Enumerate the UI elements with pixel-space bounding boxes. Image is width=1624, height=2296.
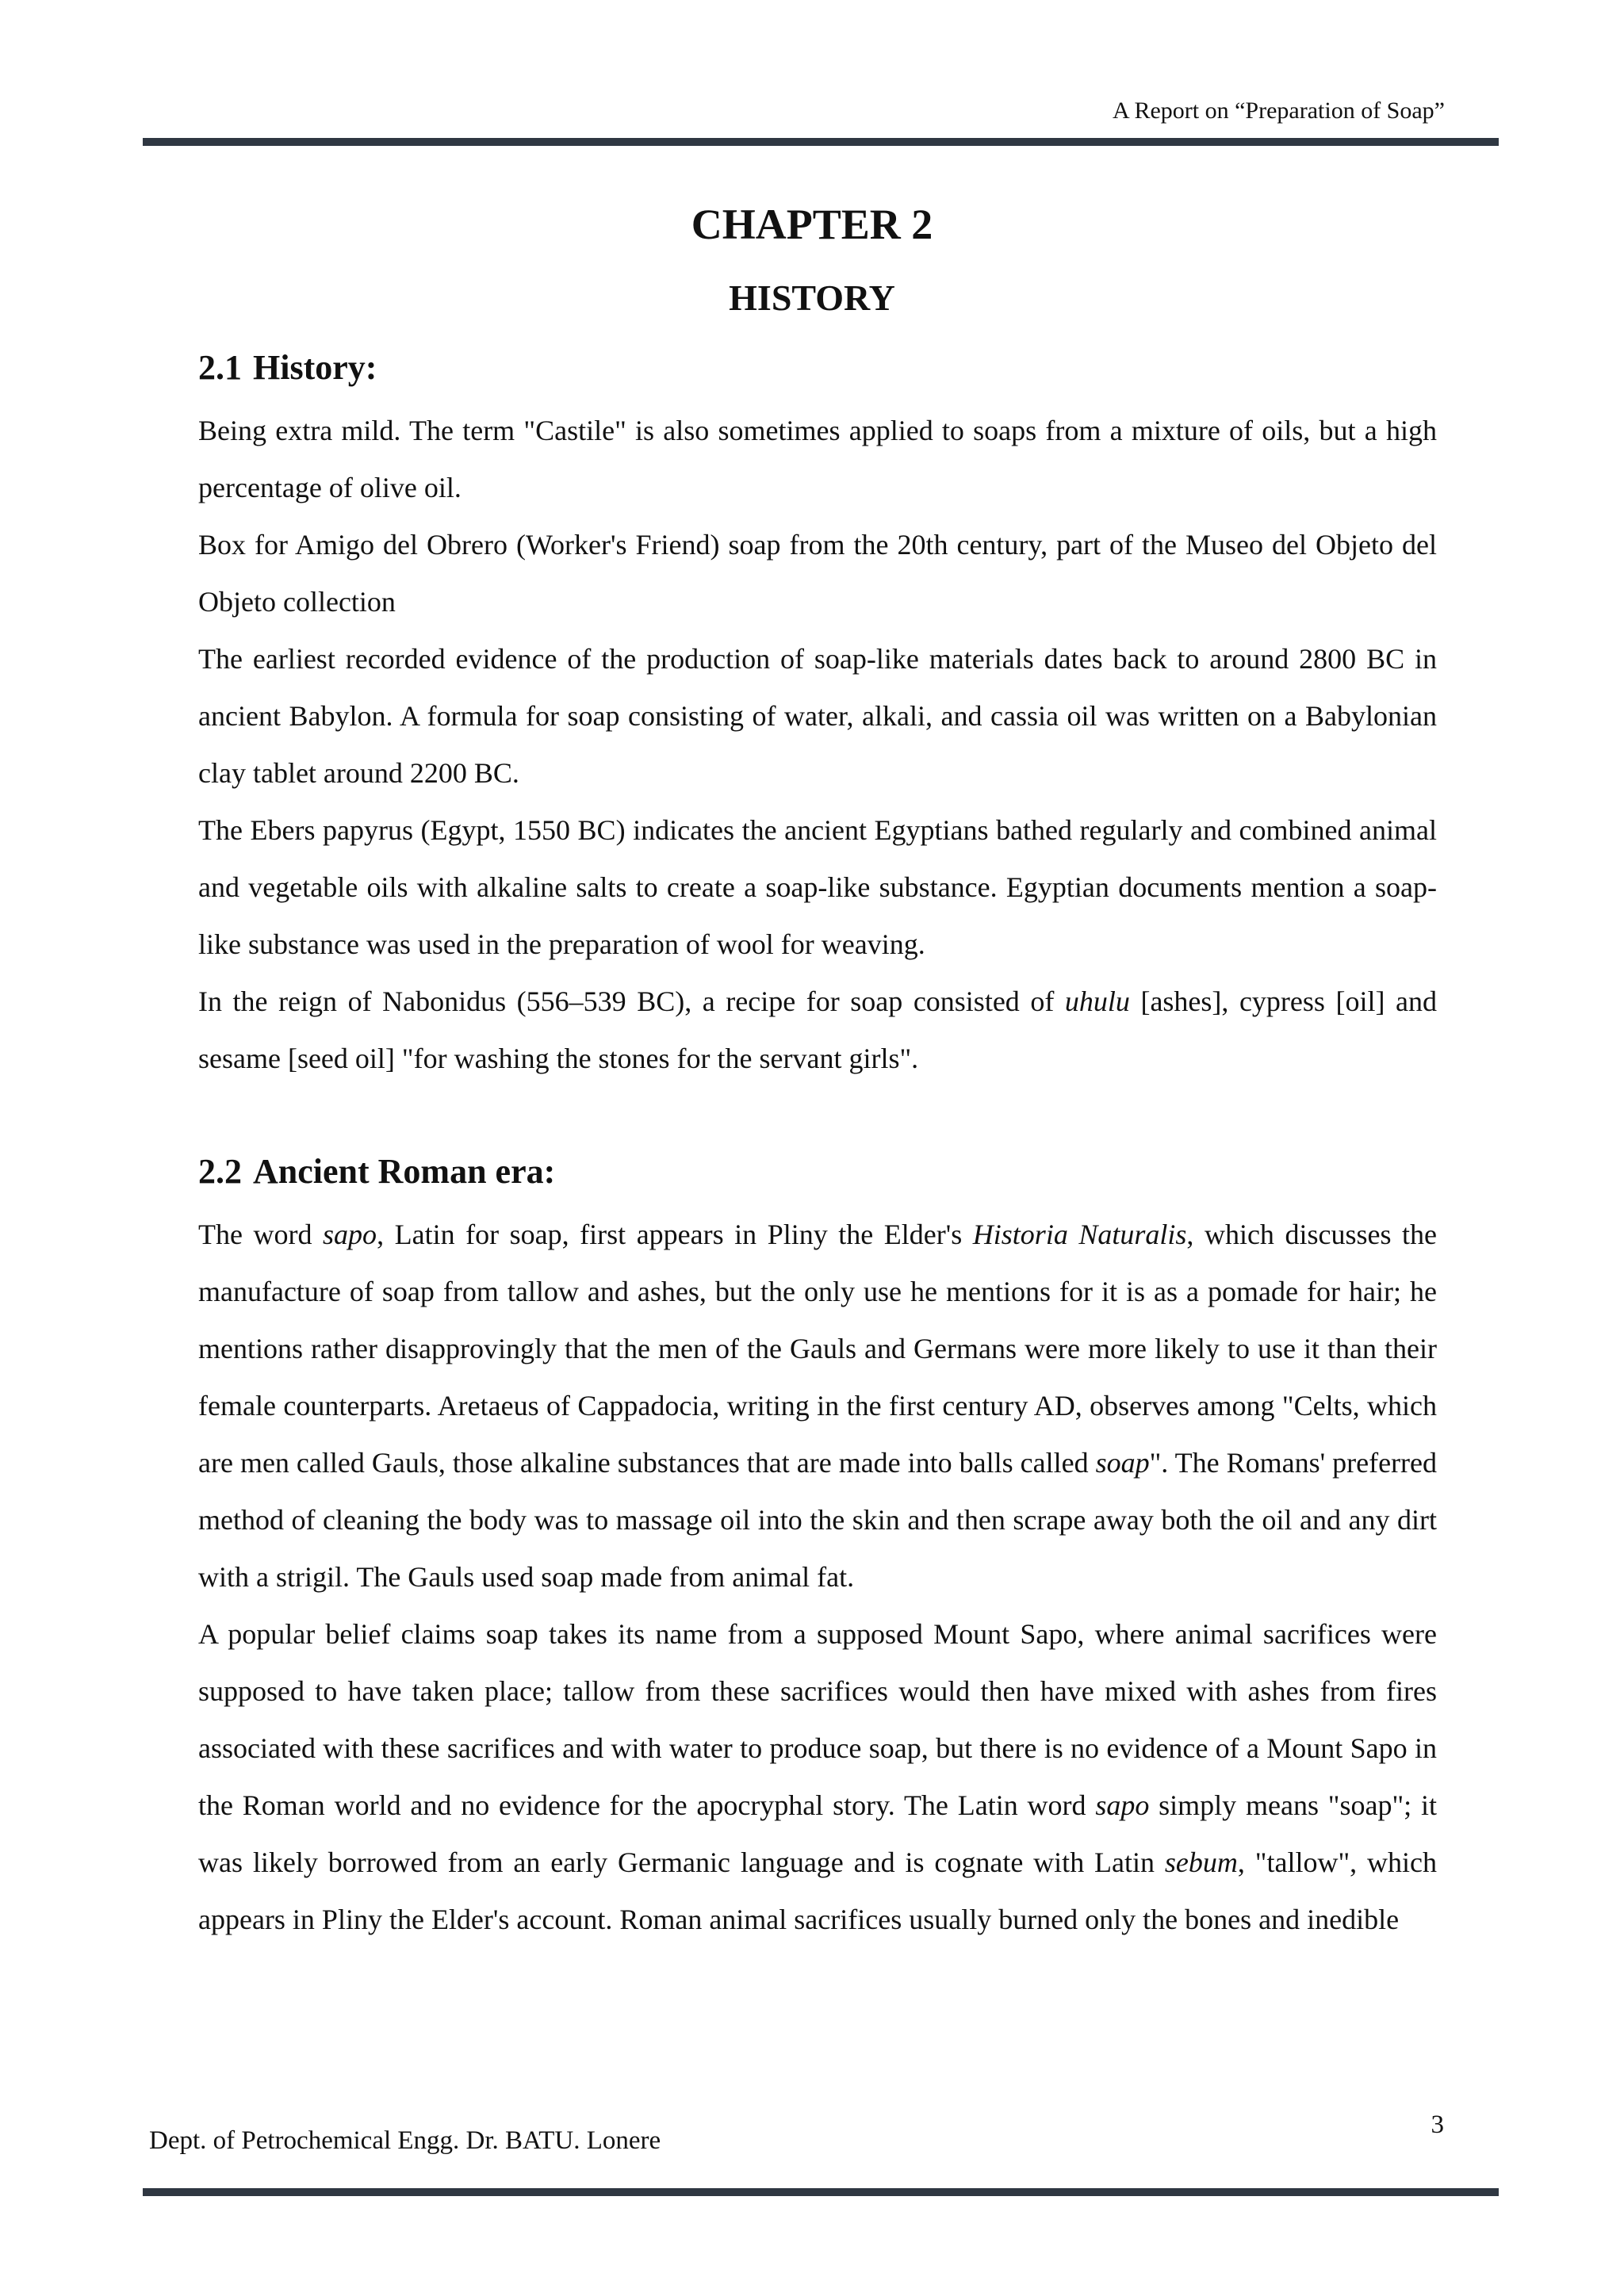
paragraph: In the reign of Nabonidus (556–539 BC), a recipe for soap consisted of uhulu [ashes], cypress [oil] and sesame [seed oil] "for washing the stones for the servant girls". (198, 985, 1437, 1074)
footer-department: Dept. of Petrochemical Engg. Dr. BATU. Lonere (149, 2126, 661, 2155)
paragraph: The Ebers papyrus (Egypt, 1550 BC) indicates the ancient Egyptians bathed regularly and combined animal and vegetable oils with alkaline salts to create a soap-like substance. Egyptian documents mention a soap-like substance was used in the preparation of wool for weaving. (198, 814, 1437, 960)
paragraph: The earliest recorded evidence of the production of soap-like materials dates back to around 2800 BC in ancient Babylon. A formula for soap consisting of water, alkali, and cassia oil was written on a Babylonian clay tablet around 2200 BC. (198, 643, 1437, 789)
section-body-history (198, 402, 1437, 1087)
section-number: 2.2 (198, 1152, 242, 1191)
paragraph: A popular belief claims soap takes its name from a supposed Mount Sapo, where animal sacrifices were supposed to have taken place; tallow from these sacrifices would then have mixed with ashes from fires associated with these sacrifices and with water to produce soap, but there is no evidence of a Mount Sapo in the Roman world and no evidence for the apocryphal story. The Latin word sapo simply means "soap"; it was likely borrowed from an early Germanic language and is cognate with Latin sebum, "tallow", which appears in Pliny the Elder's account. Roman animal sacrifices usually burned only the bones and inedible (198, 1618, 1437, 1935)
chapter-subtitle: HISTORY (729, 277, 895, 318)
section-title: Ancient Roman era: (253, 1152, 556, 1191)
section-title: History: (253, 348, 377, 387)
section-number: 2.1 (198, 348, 242, 387)
page-number: 3 (1431, 2110, 1444, 2139)
footer-rule (143, 2188, 1499, 2196)
section-heading-history (198, 346, 377, 390)
chapter-title: CHAPTER 2 (691, 201, 933, 248)
section-heading-ancient-roman-era (198, 1150, 555, 1194)
section-body-ancient-roman-era (198, 1206, 1437, 1948)
running-header: A Report on “Preparation of Soap” (1112, 98, 1445, 124)
header-rule (143, 138, 1499, 146)
paragraph: The word sapo, Latin for soap, first appears in Pliny the Elder's Historia Naturalis, which discusses the manufacture of soap from tallow and ashes, but the only use he mentions for it is as a pomade for hair; he mentions rather disapprovingly that the men of the Gauls and Germans were more likely to use it than their female counterparts. Aretaeus of Cappadocia, writing in the first century AD, observes among "Celts, which are men called Gauls, those alkaline substances that are made into balls called soap". The Romans' preferred method of cleaning the body was to massage oil into the skin and then scrape away both the oil and any dirt with a strigil. The Gauls used soap made from animal fat. (198, 1219, 1438, 1593)
paragraph: Being extra mild. The term "Castile" is also sometimes applied to soaps from a mixture of oils, but a high percentage of olive oil. (198, 415, 1437, 503)
paragraph: Box for Amigo del Obrero (Worker's Friend) soap from the 20th century, part of the Museo del Objeto del Objeto collection (198, 529, 1437, 618)
